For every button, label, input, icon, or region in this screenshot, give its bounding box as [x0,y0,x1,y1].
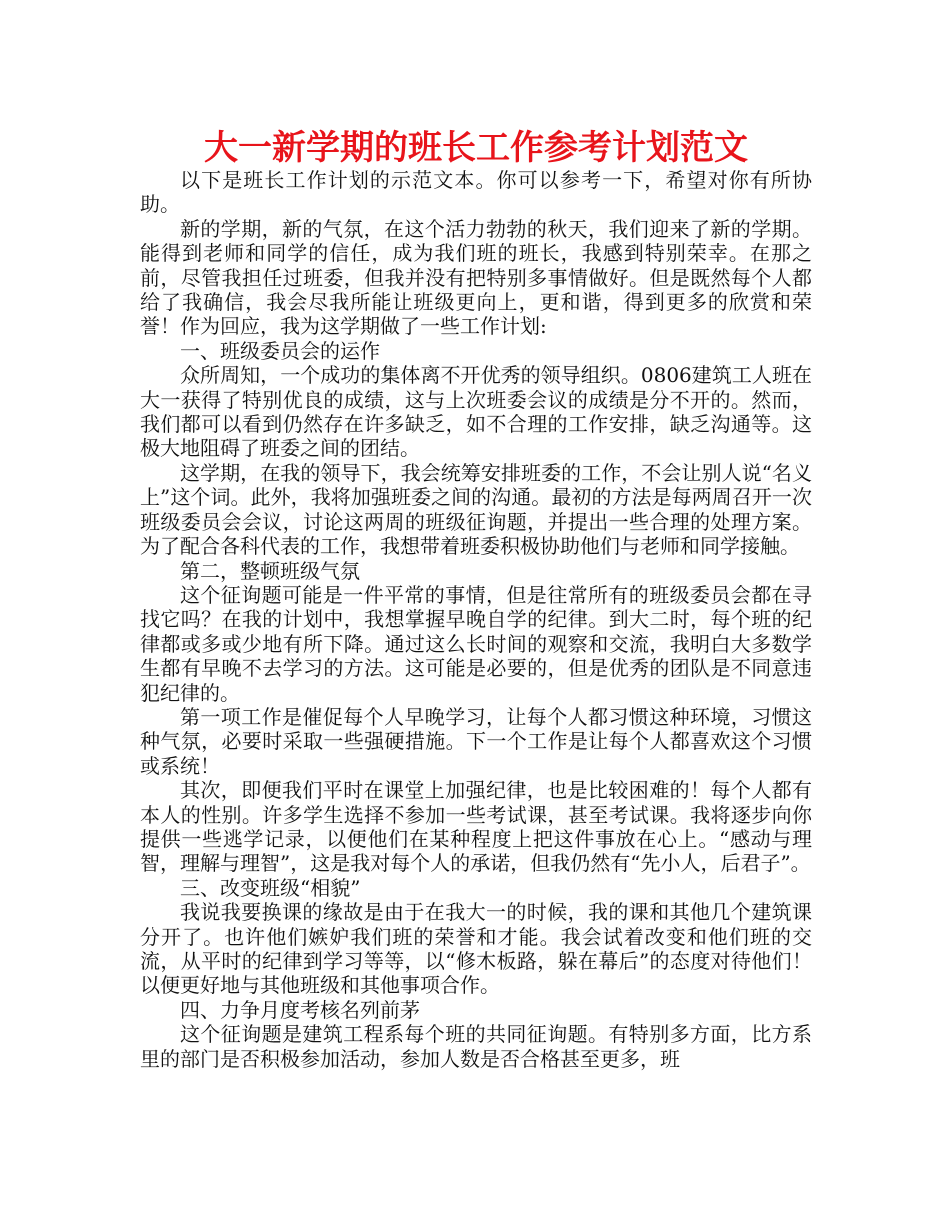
paragraph-first-task: 第一项工作是催促每个人早晚学习，让每个人都习惯这种环境，习惯这种气氛，必要时采取一些强硬措施。下一个工作是让每个人都喜欢这个习惯或系统！ [140,704,812,778]
paragraph-second-task: 其次，即便我们平时在课堂上加强纪律，也是比较困难的！每个人都有本人的性别。许多学生选择不参加一些考试课，甚至考试课。我将逐步向你提供一些逃学记录，以便他们在某种程度上把这件事放在心上。“感动与理智，理解与理智”，这是我对每个人的承诺，但我仍然有“先小人，后君子”。 [140,778,812,876]
document-page [140,128,812,1071]
document-body [140,168,812,1071]
document-title: 大一新学期的班长工作参考计划范文 [204,128,748,168]
heading-section-2: 第二，整顿班级气氛 [180,558,360,583]
heading-section-4: 四、力争月度考核名列前茅 [180,997,420,1022]
paragraph-new-semester: 新的学期，新的气氛，在这个活力勃勃的秋天，我们迎来了新的学期。能得到老师和同学的信任，成为我们班的班长，我感到特别荣幸。在那之前，尽管我担任过班委，但我并没有把特别多事情做好。但是既然每个人都给了我确信，我会尽我所能让班级更向上，更和谐，得到更多的欣赏和荣誉！作为回应，我为这学期做了一些工作计划: [140,216,812,339]
paragraph-monthly-review: 这个征询题是建筑工程系每个班的共同征询题。有特别多方面，比方系里的部门是否积极参加活动，参加人数是否合格甚至更多，班 [140,1022,812,1071]
heading-section-1: 一、班级委员会的运作 [180,338,380,363]
paragraph-class-image: 我说我要换课的缘故是由于在我大一的时候，我的课和其他几个建筑课分开了。也许他们嫉妒我们班的荣誉和才能。我会试着改变和他们班的交流，从平时的纪律到学习等等，以“修木板路，躲在幕后”的态度对待他们！以便更好地与其他班级和其他事项合作。 [140,900,812,998]
paragraph-discipline: 这个征询题可能是一件平常的事情，但是往常所有的班级委员会都在寻找它吗？在我的计划中，我想掌握早晚自学的纪律。到大二时，每个班的纪律都或多或少地有所下降。通过这么长时间的观察和交流，我明白大多数学生都有早晚不去学习的方法。这可能是必要的，但是优秀的团队是不同意违犯纪律的。 [140,582,812,705]
paragraph-intro: 以下是班长工作计划的示范文本。你可以参考一下，希望对你有所协助。 [140,168,812,217]
paragraph-committee: 众所周知，一个成功的集体离不开优秀的领导组织。0806建筑工人班在大一获得了特别优良的成绩，这与上次班委会议的成绩是分不开的。然而，我们都可以看到仍然存在许多缺乏，如不合理的工作安排，缺乏沟通等。这极大地阻碍了班委之间的团结。 [140,363,812,461]
heading-section-3: 三、改变班级“相貌” [180,875,361,900]
paragraph-committee-plan: 这学期，在我的领导下，我会统筹安排班委的工作，不会让别人说“名义上”这个词。此外，我将加强班委之间的沟通。最初的方法是每两周召开一次班级委员会会议，讨论这两周的班级征询题，并提出一些合理的处理方案。为了配合各科代表的工作，我想带着班委积极协助他们与老师和同学接触。 [140,460,812,559]
